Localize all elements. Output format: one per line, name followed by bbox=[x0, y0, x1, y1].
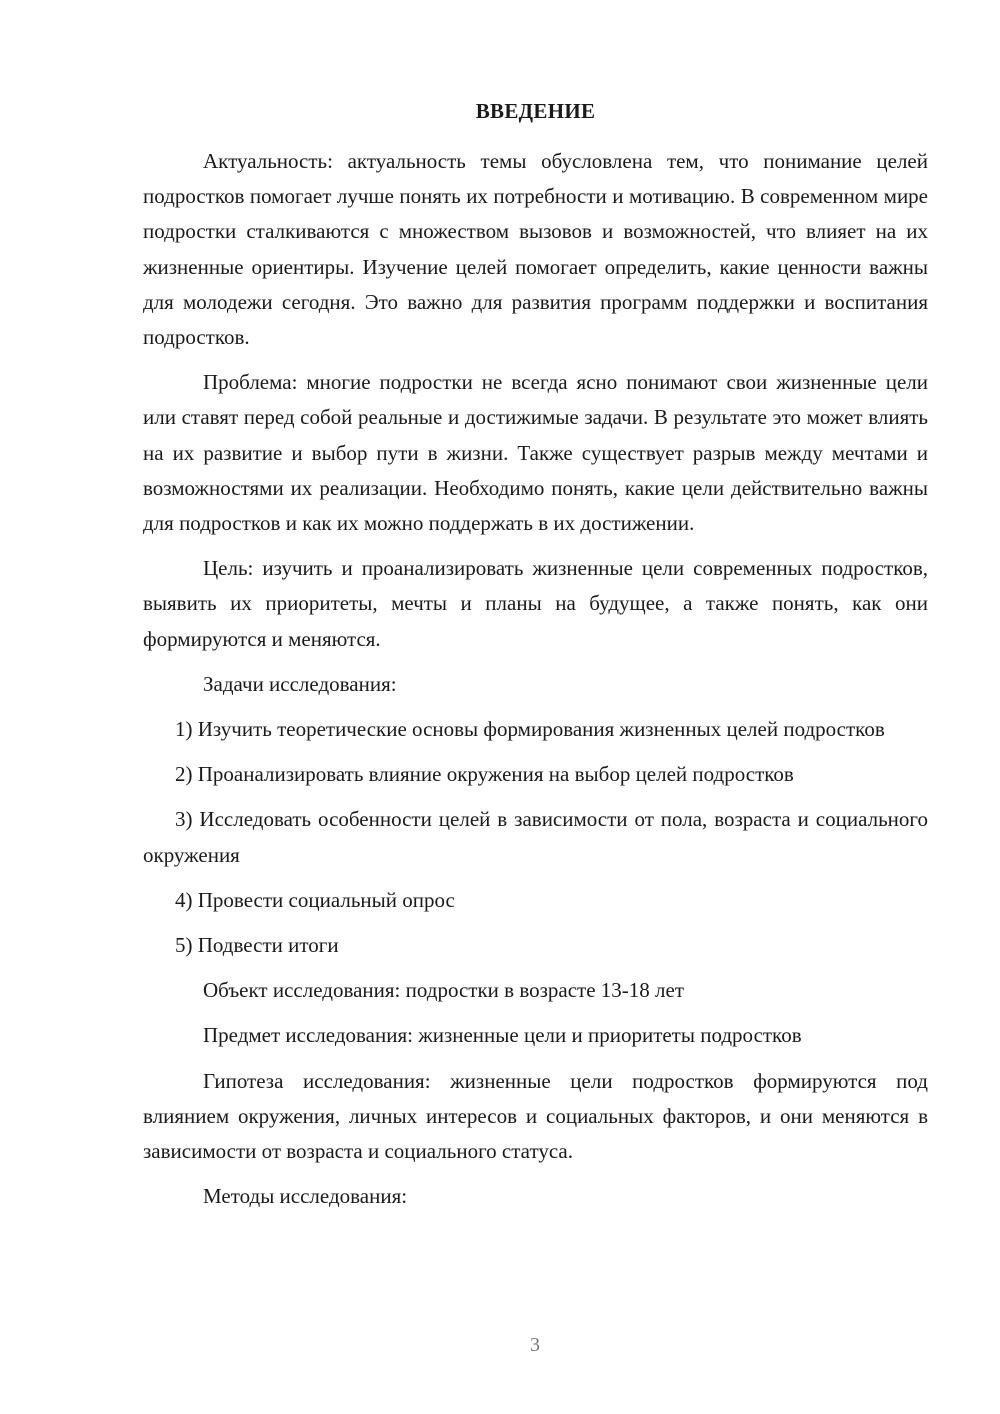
paragraph-object: Объект исследования: подростки в возрасте 13-18 лет bbox=[203, 978, 685, 1003]
paragraph-methods-heading: Методы исследования: bbox=[203, 1184, 408, 1209]
list-item: 5) Подвести итоги bbox=[175, 933, 339, 958]
section-title: ВВЕДЕНИЕ bbox=[475, 99, 596, 123]
paragraph-goal: Цель: изучить и проанализировать жизненные цели современных подростков, выявить их приоритеты, мечты и планы на будущее, а также понять, как они формируются и меняются. bbox=[143, 556, 928, 651]
paragraph-relevance: Актуальность: актуальность темы обусловлена тем, что понимание целей подростков помогает лучше понять их потребности и мотивацию. В современном мире подростки сталкиваются с множеством вызовов и возможностей, что влияет на их жизненные ориентиры. Изучение целей помогает определить, какие ценности важны для молодежи сегодня. Это важно для развития программ поддержки и воспитания подростков. bbox=[143, 149, 928, 350]
list-item: 4) Провести социальный опрос bbox=[175, 887, 455, 912]
paragraph-hypothesis: Гипотеза исследования: жизненные цели подростков формируются под влиянием окружения, личных интересов и социальных факторов, и они меняются в зависимости от возраста и социального статуса. bbox=[143, 1068, 928, 1164]
list-item: 2) Проанализировать влияние окружения на выбор целей подростков bbox=[175, 762, 794, 787]
list-item: 3) Исследовать особенности целей в зависимости от пола, возраста и социального окружения bbox=[143, 807, 928, 867]
list-item: 1) Изучить теоретические основы формирования жизненных целей подростков bbox=[175, 717, 885, 742]
page-content bbox=[143, 96, 928, 1224]
paragraph-problem: Проблема: многие подростки не всегда ясно понимают свои жизненные цели или ставят перед собой реальные и достижимые задачи. В результате это может влиять на их развитие и выбор пути в жизни. Также существует разрыв между мечтами и возможностями их реализации. Необходимо понять, какие цели действительно важны для подростков и как их можно поддержать в их достижении. bbox=[143, 370, 928, 536]
page-number: 3 bbox=[530, 1334, 540, 1356]
tasks-list bbox=[143, 712, 928, 963]
paragraph-subject: Предмет исследования: жизненные цели и приоритеты подростков bbox=[203, 1023, 802, 1048]
paragraph-tasks-heading: Задачи исследования: bbox=[203, 671, 397, 696]
